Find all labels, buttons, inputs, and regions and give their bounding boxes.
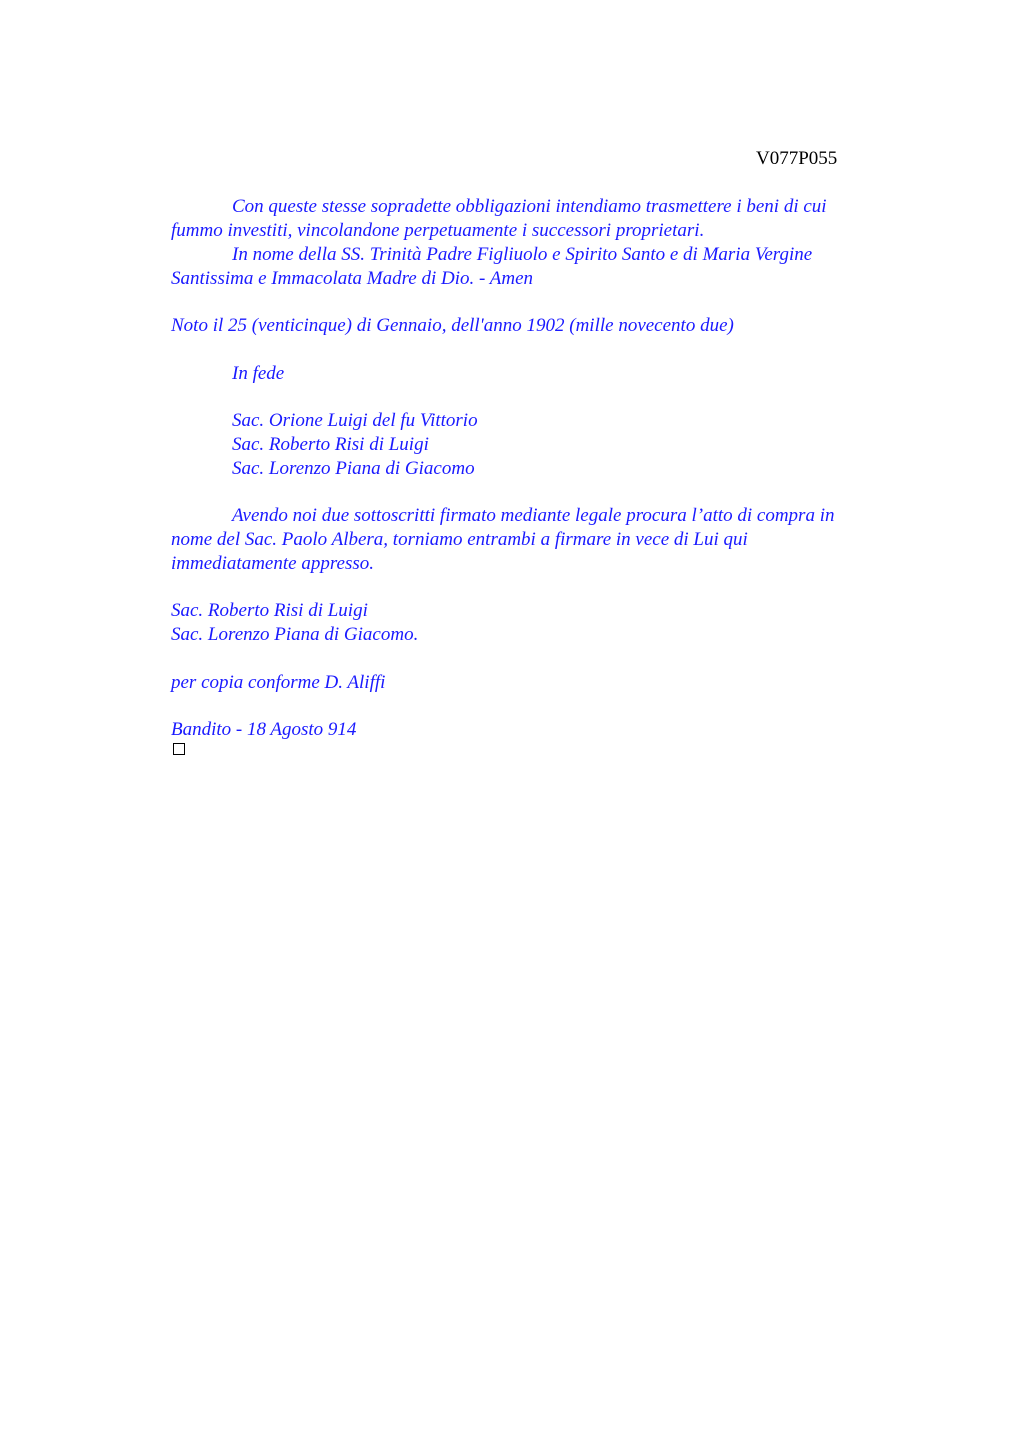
closing-line (171, 718, 901, 742)
signatory: Sac. Roberto Risi di Luigi (232, 434, 429, 455)
in-fede (171, 362, 901, 386)
signatory: Sac. Roberto Risi di Luigi (171, 600, 368, 621)
paragraph-line: Con queste stesse sopradette obbligazioni intendiamo trasmettere i beni di cui (232, 196, 827, 217)
signatory: Sac. Orione Luigi del fu Vittorio (232, 410, 478, 431)
page-code: V077P055 (756, 148, 838, 169)
paragraph-line: In nome della SS. Trinità Padre Figliuolo e Spirito Santo e di Maria Vergine (232, 244, 813, 265)
second-signatories-list (171, 599, 901, 647)
paragraph-line: Avendo noi due sottoscritti firmato mediante legale procura l’atto di compra in (232, 505, 835, 526)
paragraph-invocation (171, 243, 901, 291)
closing-text: Bandito - 18 Agosto 914 (171, 719, 357, 740)
paragraph-procura (171, 504, 901, 576)
paragraph-obbligazioni (171, 195, 901, 243)
signatory: Sac. Lorenzo Piana di Giacomo (232, 458, 475, 479)
copy-note (171, 671, 901, 695)
signatories-list (171, 409, 901, 481)
paragraph-line: Santissima e Immacolata Madre di Dio. - Amen (171, 268, 534, 289)
paragraph-line: fummo investiti, vincolandone perpetuamente i successori proprietari. (171, 220, 705, 241)
copy-note-text: per copia conforme D. Aliffi (171, 672, 386, 693)
signatory: Sac. Lorenzo Piana di Giacomo. (171, 624, 419, 645)
paragraph-line: nome del Sac. Paolo Albera, torniamo entrambi a firmare in vece di Lui qui (171, 529, 748, 550)
checkbox-square (173, 743, 185, 755)
paragraph-line: immediatamente appresso. (171, 553, 374, 574)
date-line (171, 314, 901, 338)
in-fede-text: In fede (232, 363, 285, 384)
date-text: Noto il 25 (venticinque) di Gennaio, dell'anno 1902 (mille novecento due) (171, 315, 734, 336)
